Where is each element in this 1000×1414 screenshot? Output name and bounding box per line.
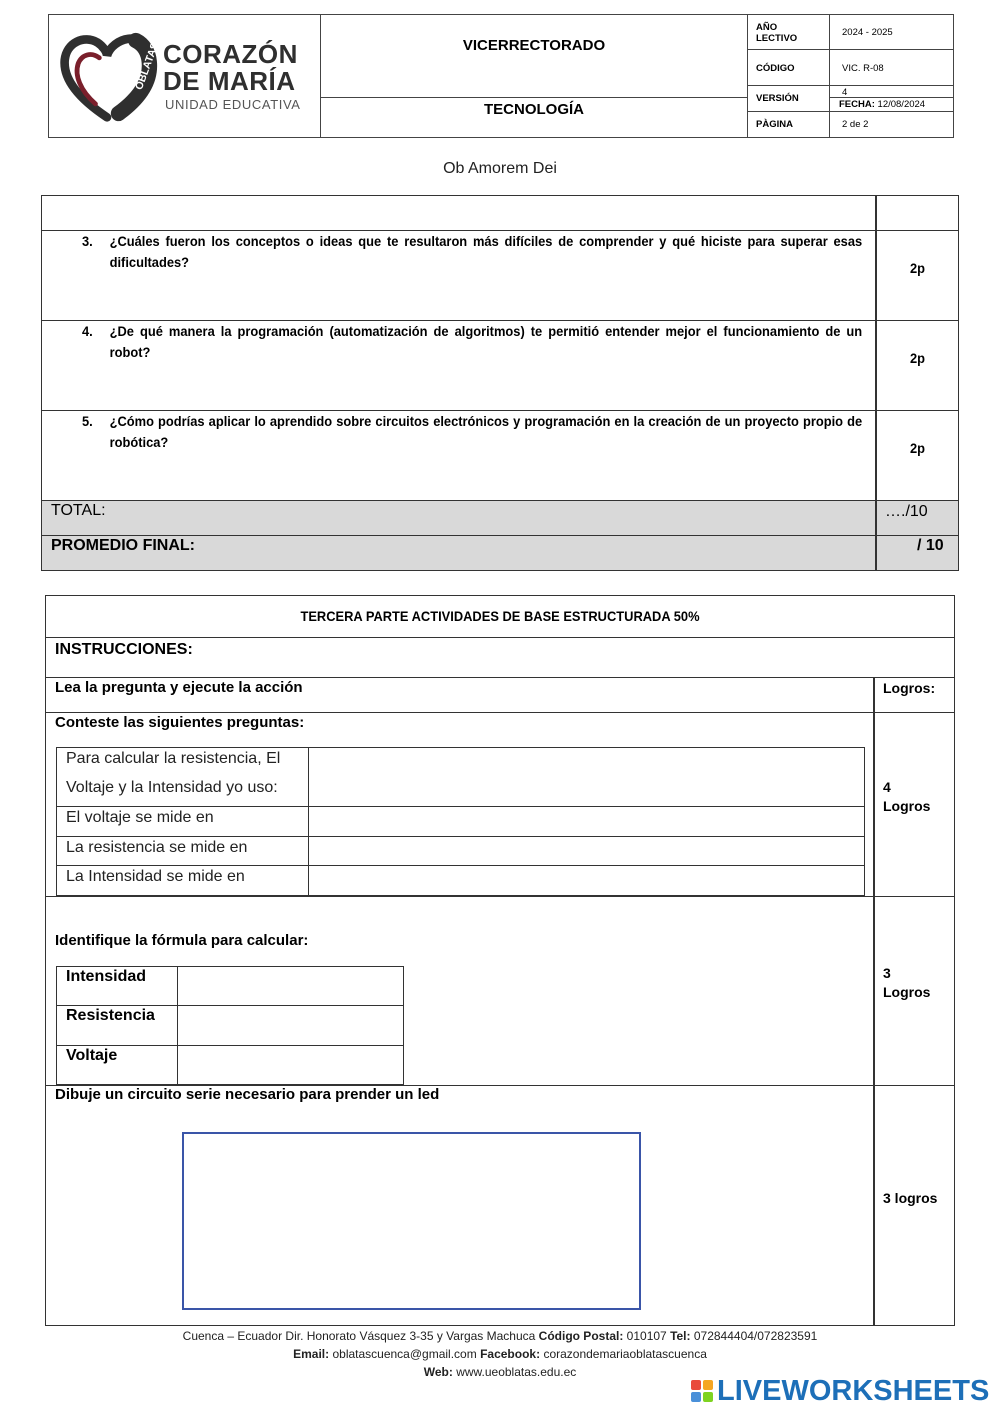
question-5-number: 5. bbox=[82, 413, 93, 429]
ano-lectivo-label: AÑO LECTIVO bbox=[756, 22, 798, 44]
liveworksheets-logo-icon bbox=[690, 1379, 714, 1403]
logros-2 bbox=[883, 964, 930, 1002]
footer-postal-value: 010107 bbox=[626, 1329, 667, 1343]
read-instruction: Lea la pregunta y ejecute la acción bbox=[55, 679, 303, 696]
question-3 bbox=[82, 231, 863, 273]
fecha-value: 12/08/2024 bbox=[877, 99, 926, 110]
question-4 bbox=[82, 321, 863, 363]
department-title: VICERRECTORADO bbox=[462, 37, 606, 54]
footer-tel-label: Tel: bbox=[670, 1329, 691, 1343]
question-5-points: 2p bbox=[909, 440, 926, 456]
school-motto: Ob Amorem Dei bbox=[443, 160, 557, 177]
footer-tel-value: 072844404/072823591 bbox=[693, 1329, 818, 1343]
footer-postal-label: Código Postal: bbox=[538, 1329, 624, 1343]
third-part-table bbox=[45, 595, 955, 1326]
liveworksheets-text: LIVEWORKSHEETS bbox=[717, 1374, 990, 1407]
formula-resistencia: Resistencia bbox=[66, 1007, 155, 1024]
codigo-value: VIC. R-08 bbox=[842, 63, 884, 74]
subject-title: TECNOLOGÍA bbox=[484, 101, 584, 118]
footer-contact-line bbox=[0, 1347, 1000, 1361]
logros-2-number: 3 bbox=[883, 965, 891, 981]
footer-email-label: Email: bbox=[293, 1347, 330, 1361]
footer-web-label: Web: bbox=[423, 1365, 453, 1379]
answer-field-intensidad[interactable] bbox=[310, 867, 864, 894]
part3-title: TERCERA PARTE ACTIVIDADES DE BASE ESTRUCTURADA 50% bbox=[300, 608, 700, 624]
footer-facebook-value[interactable]: corazondemariaoblatascuenca bbox=[543, 1347, 707, 1361]
question-4-number: 4. bbox=[82, 323, 93, 339]
measure-row-2: Voltaje y la Intensidad yo uso: bbox=[66, 779, 278, 796]
logros-1 bbox=[883, 778, 930, 816]
school-name-line2: DE MARÍA bbox=[163, 66, 296, 96]
codigo-label: CÓDIGO bbox=[756, 63, 795, 74]
question-3-text: ¿Cuáles fueron los conceptos o ideas que te resultaron más difíciles de comprender y qué hiciste para superar esas dificultades? bbox=[109, 233, 863, 270]
instructions-label: INSTRUCCIONES: bbox=[55, 641, 193, 658]
question-3-points: 2p bbox=[909, 260, 926, 276]
promedio-label: PROMEDIO FINAL: bbox=[51, 537, 195, 554]
footer-address: Cuenca – Ecuador Dir. Honorato Vásquez 3-35 y Vargas Machuca bbox=[182, 1329, 536, 1343]
footer-address-line bbox=[0, 1329, 1000, 1343]
question-4-points: 2p bbox=[909, 350, 926, 366]
formula-table bbox=[56, 966, 404, 1085]
answer-field-resistencia[interactable] bbox=[310, 838, 864, 864]
promedio-value[interactable]: / 10 bbox=[917, 537, 944, 554]
footer-email-value[interactable]: oblatascuenca@gmail.com bbox=[332, 1347, 477, 1361]
measure-row-1: Para calcular la resistencia, El bbox=[66, 750, 281, 767]
questions-table bbox=[41, 195, 959, 571]
formula-prompt: Identifique la fórmula para calcular: bbox=[55, 932, 309, 949]
logros-1-number: 4 bbox=[883, 779, 891, 795]
answer-field-voltaje[interactable] bbox=[310, 808, 864, 835]
footer-facebook-label: Facebook: bbox=[480, 1347, 541, 1361]
logros-3: 3 logros bbox=[883, 1190, 938, 1206]
measure-row-5: La Intensidad se mide en bbox=[66, 868, 245, 885]
draw-prompt: Dibuje un circuito serie necesario para prender un led bbox=[55, 1086, 440, 1103]
measurement-table bbox=[56, 747, 865, 896]
pagina-label: PÀGINA bbox=[756, 119, 793, 130]
measure-row-3: El voltaje se mide en bbox=[66, 809, 214, 826]
formula-field-intensidad[interactable] bbox=[179, 968, 403, 1004]
version-label: VERSIÓN bbox=[756, 93, 799, 104]
liveworksheets-watermark bbox=[690, 1374, 989, 1408]
school-logo-heart-icon bbox=[59, 29, 162, 125]
fecha-field bbox=[839, 99, 925, 110]
logros-2-label: Logros bbox=[883, 984, 931, 1000]
ano-lectivo-value: 2024 - 2025 bbox=[842, 27, 893, 38]
formula-intensidad: Intensidad bbox=[66, 968, 147, 985]
logo-ribbon-text: OBLATAS bbox=[133, 40, 162, 92]
school-subtitle: UNIDAD EDUCATIVA bbox=[165, 97, 301, 112]
formula-field-resistencia[interactable] bbox=[179, 1007, 403, 1044]
formula-field-voltaje[interactable] bbox=[179, 1047, 403, 1084]
formula-voltaje: Voltaje bbox=[66, 1047, 118, 1064]
question-3-number: 3. bbox=[82, 233, 93, 249]
logros-header: Logros: bbox=[883, 680, 936, 696]
total-value[interactable]: …./10 bbox=[885, 503, 928, 520]
question-5 bbox=[82, 411, 863, 453]
pagina-value: 2 de 2 bbox=[842, 119, 869, 130]
measure-row-4: La resistencia se mide en bbox=[66, 839, 248, 856]
total-label: TOTAL: bbox=[51, 502, 106, 519]
question-5-text: ¿Cómo podrías aplicar lo aprendido sobre circuitos electrónicos y programación en la creación de un proyecto propio de robótica? bbox=[109, 413, 863, 450]
footer-web-value[interactable]: www.ueoblatas.edu.ec bbox=[456, 1365, 577, 1379]
school-name-line1: CORAZÓN bbox=[163, 39, 298, 69]
version-value: 4 bbox=[842, 87, 848, 98]
circuit-drawing-area[interactable] bbox=[182, 1132, 641, 1310]
question-4-text: ¿De qué manera la programación (automatización de algoritmos) te permitió entender mejor el funcionamiento de un robot? bbox=[109, 323, 863, 360]
fecha-label: FECHA: bbox=[839, 99, 875, 110]
logros-1-label: Logros bbox=[883, 798, 931, 814]
document-header bbox=[48, 14, 954, 138]
school-name bbox=[163, 41, 298, 95]
answer-prompt: Conteste las siguientes preguntas: bbox=[55, 714, 305, 731]
answer-field-tool[interactable] bbox=[310, 749, 864, 805]
